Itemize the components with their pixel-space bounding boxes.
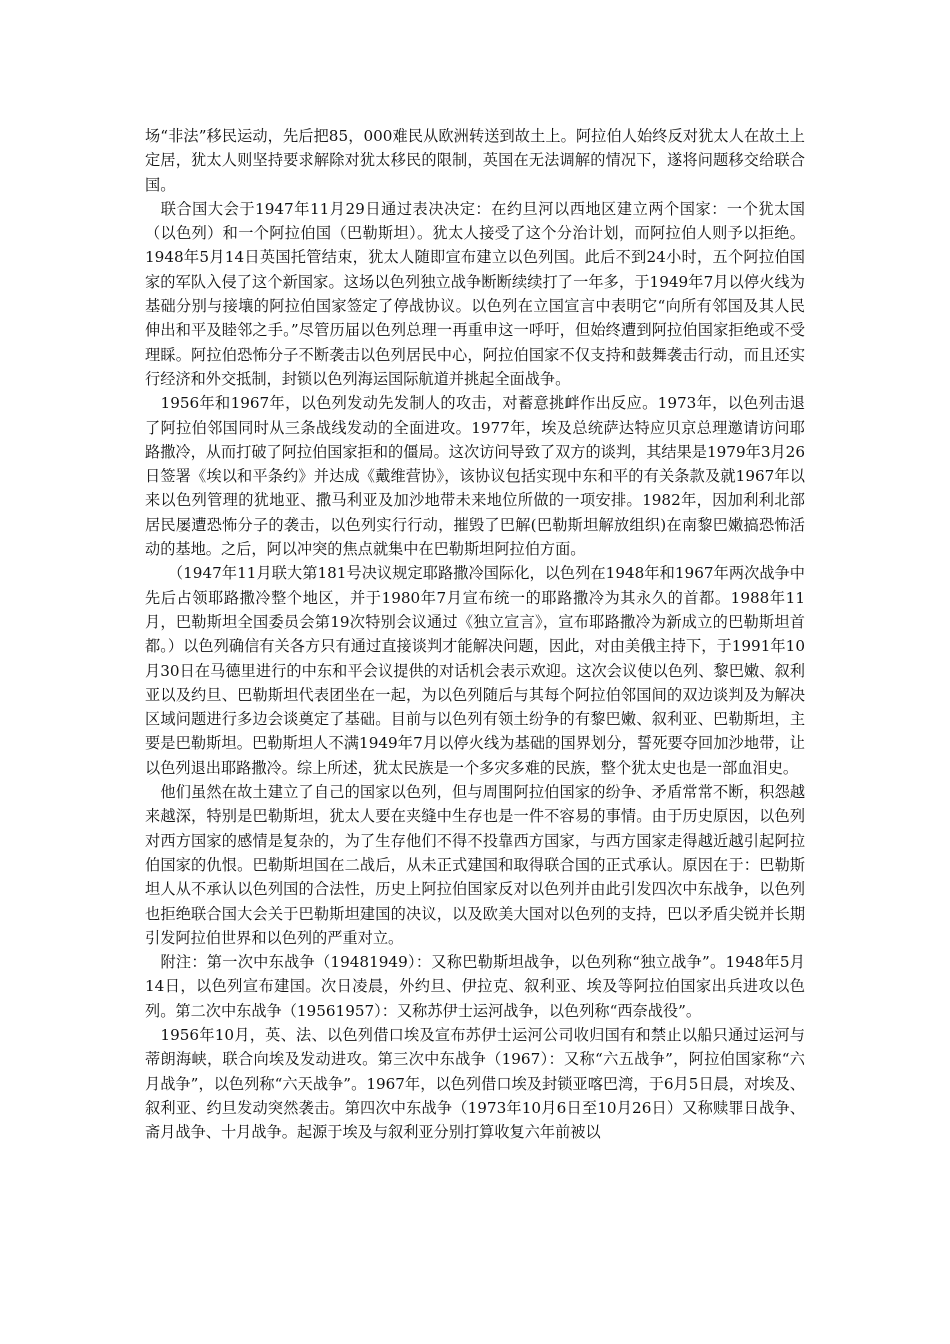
paragraph-2: 联合国大会于1947年11月29日通过表决决定：在约旦河以西地区建立两个国家：一个犹太国（以色列）和一个阿拉伯国（巴勒斯坦）。犹太人接受了这个分治计划，而阿拉伯人则予以拒绝。1948年5月14日英国托管结束，犹太人随即宣布建立以色列国。此后不到24小时，五个阿拉伯国家的军队入侵了这个新国家。这场以色列独立战争断断续续打了一年多，于1949年7月以停火线为基础分别与接壤的阿拉伯国家签定了停战协议。以色列在立国宣言中表明它“向所有邻国及其人民伸出和平及睦邻之手。”尽管历届以色列总理一再重申这一呼吁，但始终遭到阿拉伯国家拒绝或不受理睬。阿拉伯恐怖分子不断袭击以色列居民中心，阿拉伯国家不仅支持和鼓舞袭击行动，而且还实行经济和外交抵制，封锁以色列海运国际航道并挑起全面战争。	[145, 199, 805, 388]
paragraph-6: 附注：第一次中东战争（19481949）：又称巴勒斯坦战争，以色列称“独立战争”。1948年5月14日，以色列宣布建国。次日凌晨，外约旦、伊拉克、叙利亚、埃及等阿拉伯国家出兵进攻以色列。第二次中东战争（19561957）：又称苏伊士运河战争，以色列称“西奈战役”。	[145, 953, 805, 1020]
paragraph-3: 1956年和1967年，以色列发动先发制人的攻击，对蓄意挑衅作出反应。1973年，以色列击退了阿拉伯邻国同时从三条战线发动的全面进攻。1977年，埃及总统萨达特应贝京总理邀请访问耶路撒冷，从而打破了阿拉伯国家拒和的僵局。这次访问导致了双方的谈判，其结果是1979年3月26日签署《埃以和平条约》并达成《戴维营协》，该协议包括实现中东和平的有关条款及就1967年以来以色列管理的犹地亚、撒马利亚及加沙地带未来地位所做的一项安排。1982年，因加利利北部居民屡遭恐怖分子的袭击，以色列实行行动，摧毁了巴解(巴勒斯坦解放组织)在南黎巴嫩搞恐怖活动的基地。之后，阿以冲突的焦点就集中在巴勒斯坦阿拉伯方面。	[145, 394, 805, 559]
paragraph-1: 场“非法”移民运动，先后把85，000难民从欧洲转送到故土上。阿拉伯人始终反对犹太人在故土上定居，犹太人则坚持要求解除对犹太移民的限制，英国在无法调解的情况下，遂将问题移交给联合国。	[145, 127, 805, 194]
document-body	[145, 124, 805, 1144]
paragraph-4: （1947年11月联大第181号决议规定耶路撒冷国际化，以色列在1948年和1967年两次战争中先后占领耶路撒冷整个地区，并于1980年7月宣布统一的耶路撒冷为其永久的首都。1988年11月，巴勒斯坦全国委员会第19次特别会议通过《独立宣言》，宣布耶路撒冷为新成立的巴勒斯坦首都。）以色列确信有关各方只有通过直接谈判才能解决问题，因此，对由美俄主持下，于1991年10月30日在马德里进行的中东和平会议提供的对话机会表示欢迎。这次会议使以色列、黎巴嫩、叙利亚以及约旦、巴勒斯坦代表团坐在一起，为以色列随后与其每个阿拉伯邻国间的双边谈判及为解决区域问题进行多边会谈奠定了基础。目前与以色列有领土纷争的有黎巴嫩、叙利亚、巴勒斯坦，主要是巴勒斯坦。巴勒斯坦人不满1949年7月以停火线为基础的国界划分，誓死要夺回加沙地带，让以色列退出耶路撒冷。综上所述，犹太民族是一个多灾多难的民族，整个犹太史也是一部血泪史。	[145, 564, 805, 777]
paragraph-5: 他们虽然在故土建立了自己的国家以色列，但与周围阿拉伯国家的纷争、矛盾常常不断，积怨越来越深，特别是巴勒斯坦，犹太人要在夹缝中生存也是一件不容易的事情。由于历史原因，以色列对西方国家的感情是复杂的，为了生存他们不得不投靠西方国家，与西方国家走得越近越引起阿拉伯国家的仇恨。巴勒斯坦国在二战后，从未正式建国和取得联合国的正式承认。原因在于：巴勒斯坦人从不承认以色列国的合法性，历史上阿拉伯国家反对以色列并由此引发四次中东战争，以色列也拒绝联合国大会关于巴勒斯坦建国的决议，以及欧美大国对以色列的支持，巴以矛盾尖锐并长期引发阿拉伯世界和以色列的严重对立。	[145, 783, 805, 947]
paragraph-7: 1956年10月，英、法、以色列借口埃及宣布苏伊士运河公司收归国有和禁止以船只通过运河与蒂朗海峡，联合向埃及发动进攻。第三次中东战争（1967）：又称“六五战争”，阿拉伯国家称“六月战争”，以色列称“六天战争”。1967年，以色列借口埃及封锁亚喀巴湾，于6月5日晨，对埃及、叙利亚、约旦发动突然袭击。第四次中东战争（1973年10月6日至10月26日）又称赎罪日战争、斋月战争、十月战争。起源于埃及与叙利亚分别打算收复六年前被以	[145, 1025, 805, 1142]
